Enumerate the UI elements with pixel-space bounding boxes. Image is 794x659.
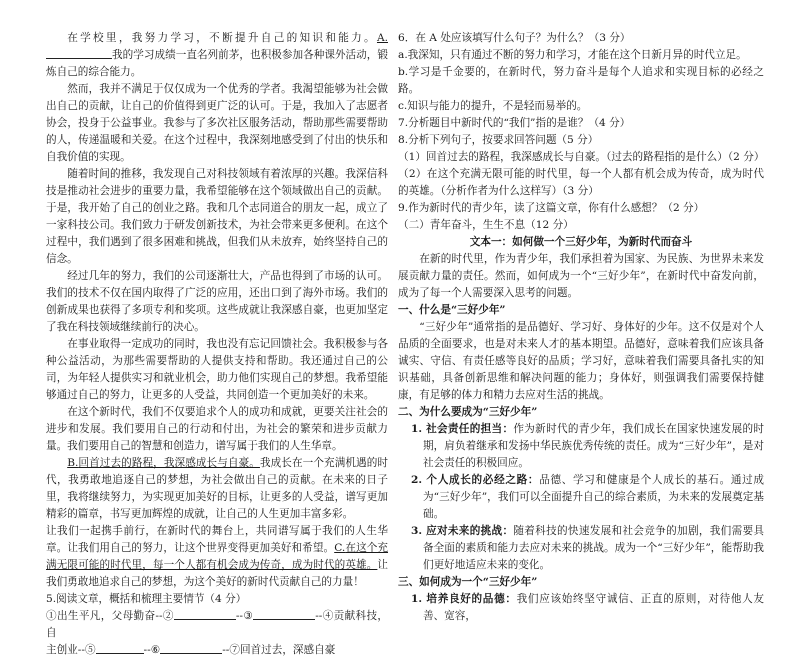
paragraph-1 (46, 30, 388, 81)
q5-blank-3[interactable] (253, 608, 315, 620)
q5-blank-5[interactable] (96, 642, 144, 654)
q5-step-6-label: --⑥ (143, 644, 161, 656)
item-1-text: 作为新时代的青少年，我们成长在国家快速发展的时期，肩负着继承和发扬中华民族优秀传统的责任。成为“三好少年”，是对社会责任的积极回应。 (423, 423, 764, 469)
blank-a[interactable] (46, 47, 112, 59)
label-b: B. (67, 457, 79, 469)
q5-step-7: --⑦回首过去，深感自豪 (222, 644, 336, 656)
paragraph-8 (46, 523, 388, 591)
item-3-head: 3. 应对未来的挑战： (411, 525, 514, 537)
part-2-heading: （二）青年奋斗，生生不息（12 分） (398, 219, 574, 231)
item-2-head: 2. 个人成长的必经之路： (411, 474, 540, 486)
section-2-item-2 (398, 472, 764, 523)
sentence-b: 回首过去的路程，我深感成长与自豪。 (78, 457, 260, 469)
p7-tail: 我成长在一个充满机遇的时代，我勇敢地追逐自己的梦想，为社会做出自己的贡献。在未来的日子里，我将继续努力，为实现更加美好的目标，让更多的人受益，谱写更加精彩的篇章，书写更加辉煌的成就，让自己的人生更加丰富多彩。 (46, 457, 389, 520)
q5-line-2 (46, 642, 388, 659)
section-2-heading: 二、为什么要成为“三好少年” (398, 406, 538, 418)
paragraph-3: 随着时间的推移，我发现自己对科技领域有着浓厚的兴趣。我深信科技是推动社会进步的重要力量，我希望能够在这个领域做出自己的贡献。于是，我开始了自己的创业之路。我和几个志同道合的朋友一起，成立了一家科技公司。我们致力于研发创新技术，为社会带来更多便利。在这个过程中，我们遇到了很多困难和挑战，但我们从未放弃，始终坚持自己的信念。 (46, 168, 388, 265)
section-2-item-1 (398, 421, 764, 472)
q5-step-5-label: 主创业--⑤ (46, 644, 96, 656)
q6-option-a: a.我深知，只有通过不断的努力和学习，才能在这个日新月异的时代立足。 (398, 49, 747, 61)
q5-blank-2[interactable] (174, 608, 236, 620)
section-2-item-3 (398, 523, 764, 574)
paragraph-4: 经过几年的努力，我们的公司逐渐壮大，产品也得到了市场的认可。我们的技术不仅在国内取得了广泛的应用，还出口到了海外市场。我们的创新成果也获得了多项专利和奖项。这些成就让我深感自豪，也更加坚定了我在科技领域继续前行的决心。 (46, 270, 388, 333)
text-1-title: 文本一：如何做一个三好少年，为新时代而奋斗 (469, 236, 693, 248)
p8-tail: 让我们勇敢地追求自己的梦想，为这个美好的新时代贡献自己的力量！ (46, 559, 388, 588)
text-1-intro: 在新的时代里，作为青少年，我们承担着为国家、为民族、为世界未来发展贡献力量的责任。然而，如何成为一个“三好少年”，在新时代中奋发向前，成为了每一个人需要深入思考的问题。 (398, 253, 764, 299)
q5-step-4: --④贡献科技，自 (46, 610, 388, 639)
s3-item-1-text: 我们应该始终坚守诚信、正直的原则，对待他人友善、宽容， (423, 593, 765, 622)
q5-line-1 (46, 608, 388, 642)
question-7: 7.分析题目中新时代的“我们”指的是谁？（4 分） (398, 117, 631, 129)
paragraph-6: 在这个新时代，我们不仅要追求个人的成功和成就，更要关注社会的进步和发展。我们要用自己的行动和付出，为社会的繁荣和进步贡献力量。我们要用自己的智慧和创造力，谱写属于我们的人生华章。 (46, 406, 388, 452)
paragraph-5: 在事业取得一定成功的同时，我也没有忘记回馈社会。我积极参与各种公益活动，为那些需要帮助的人提供支持和帮助。我还通过自己的公司，为年轻人提供实习和就业机会，助力他们实现自己的梦想。我希望能够通过自己的努力，让更多的人受益，共同创造一个更加美好的未来。 (46, 338, 388, 401)
item-3-text: 随着科技的快速发展和社会竞争的加剧，我们需要具备全面的素质和能力去应对未来的挑战。成为一个“三好少年”，能帮助我们更好地适应未来的变化。 (423, 525, 764, 571)
q6-option-b: b.学习是千金要的，在新时代，努力奋斗是每个人追求和实现目标的必经之路。 (398, 66, 764, 95)
section-1-heading: 一、什么是“三好少年” (398, 304, 506, 316)
q8-sub-1: （1）回首过去的路程，我深感成长与自豪。（过去的路程指的是什么）（2 分） (398, 151, 765, 163)
item-1-head: 1. 社会责任的担当： (411, 423, 514, 435)
q5-blank-6[interactable] (160, 642, 222, 654)
item-2-text: 品德、学习和健康是个人成长的基石。通过成为“三好少年”，我们可以全面提升自己的综合素质，为未来的发展奠定基础。 (423, 474, 765, 520)
left-column (46, 30, 388, 659)
question-8: 8.分析下列句子，按要求回答问题（5 分） (398, 134, 599, 146)
section-1-text: “三好少年”通常指的是品德好、学习好、身体好的少年。这不仅是对个人品质的全面要求，也是对未来人才的基本期望。品德好，意味着我们应该具备诚实、守信、有责任感等良好的品质；学习好，意味着我们需要具备扎实的知识基础，具备创新思维和解决问题的能力；身体好，则强调我们需要保持健康，有足够的体力和精力去应对生活的挑战。 (398, 321, 764, 401)
q6-option-c: c.知识与能力的提升，不是轻而易举的。 (398, 100, 588, 112)
blank-a-label: A. (376, 32, 388, 44)
right-column (398, 30, 764, 625)
question-5: 5.阅读文章，概括和梳理主要情节（4 分） (46, 593, 247, 605)
paragraph-2: 然而，我并不满足于仅仅成为一个优秀的学者。我渴望能够为社会做出自己的贡献，让自己的价值得到更广泛的认可。于是，我加入了志愿者协会，投身于公益事业。我参与了多次社区服务活动，帮助那些需要帮助的人，传递温暖和关爱。在这个过程中，我深刻地感受到了付出的快乐和自我价值的实现。 (46, 83, 388, 163)
s3-item-1-head: 1. 培养良好的品德： (411, 593, 517, 605)
p1-text: 在学校里，我努力学习，不断提升自己的知识和能力。 (67, 32, 377, 44)
label-c: C. (334, 542, 346, 554)
paragraph-7 (46, 455, 388, 523)
q8-sub-2: （2）在这个充满无限可能的时代里，每一个人都有机会成为传奇，成为时代的英雄。（分析作者为什么这样写）（3 分） (398, 168, 764, 197)
section-3-heading: 三、如何成为一个“三好少年” (398, 576, 538, 588)
p1-tail: 我的学习成绩一直名列前茅，也积极参加各种课外活动，锻炼自己的综合能力。 (46, 49, 388, 78)
question-9: 9.作为新时代的青少年，读了这篇文章，你有什么感想？（2 分） (398, 202, 705, 214)
p8-text: 让我们一起携手前行，在新时代的舞台上，共同谱写属于我们的人生华章。让我们用自己的努力，让这个世界变得更加美好和希望。 (46, 525, 388, 554)
sentence-c: 在这个充满无限可能的时代里，每一个人都有机会成为传奇，成为时代的英雄。 (46, 542, 389, 571)
question-6: 6．在 A 处应该填写什么句子？为什么？（3 分） (398, 32, 631, 44)
section-3-item-1 (398, 591, 764, 625)
q5-step-3-label: --③ (235, 610, 254, 622)
q5-step-1: ①出生平凡，父母勤奋--② (46, 610, 174, 622)
